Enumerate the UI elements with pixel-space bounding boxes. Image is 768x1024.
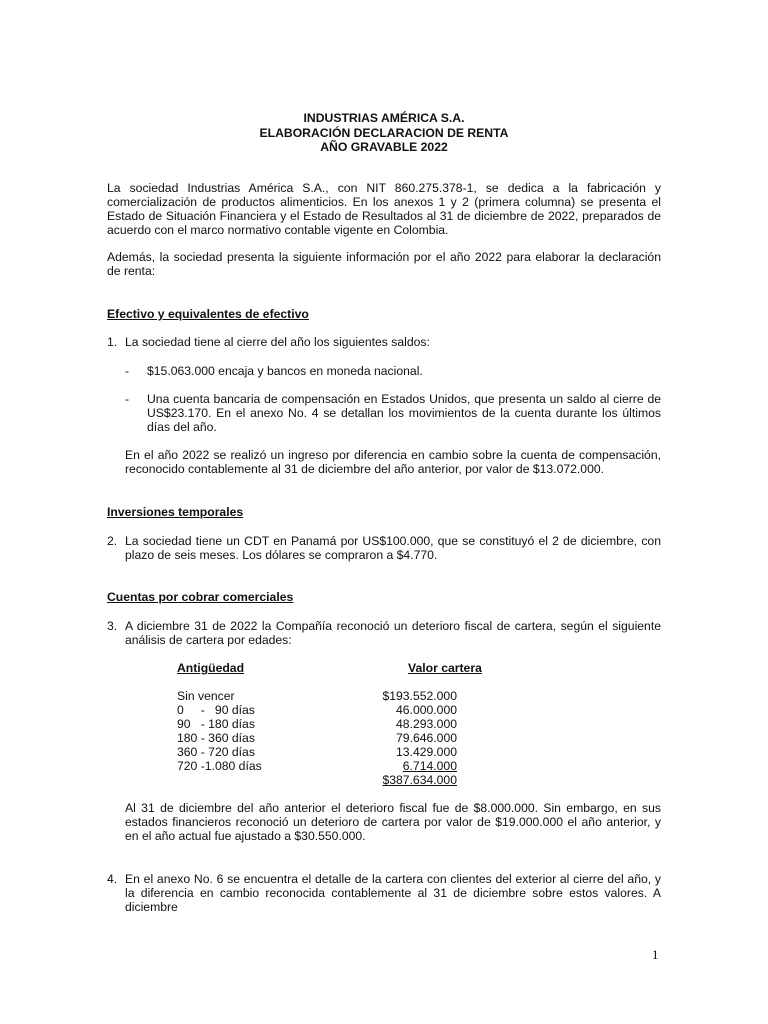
- table-cell-value: 13.429.000: [396, 745, 457, 759]
- table-cell-age: 90 - 180 días: [177, 717, 255, 731]
- intro-paragraph-1: La sociedad Industrias América S.A., con NIT 860.275.378-1, se dedica a la fabricación y comercialización de productos alimenticios. En los anexos 1 y 2 (primera columna) se presenta el Estado de Situación Financiera y el Estado de Resultados al 31 de diciembre de 2022, preparados de acuerdo con el marco normativo contable vigente en Colombia.: [107, 181, 661, 237]
- page-number: 1: [652, 947, 659, 962]
- item-text-4: En el anexo No. 6 se encuentra el detalle de la cartera con clientes del exterior al cierre del año, y la diferencia en cambio reconocida contablemente al 31 de diciembre sobre estos valores. A diciembre: [125, 872, 661, 914]
- table-cell-value: 48.293.000: [396, 717, 457, 731]
- title-company: INDUSTRIAS AMÉRICA S.A.: [303, 111, 465, 125]
- table-cell-value: 46.000.000: [396, 703, 457, 717]
- section-heading-investments: Inversiones temporales: [107, 505, 244, 519]
- table-cell-value: 79.646.000: [396, 731, 457, 745]
- section-heading-cash: Efectivo y equivalentes de efectivo: [107, 307, 309, 321]
- bullet-text-2: Una cuenta bancaria de compensación en Estados Unidos, que presenta un saldo al cierre de US$23.170. En el anexo No. 4 se detallan los movimientos de la cuenta durante los últimos días del año.: [147, 392, 661, 434]
- table-header-value: Valor cartera: [408, 661, 482, 675]
- table-row: [177, 689, 487, 703]
- intro-paragraph-2: Además, la sociedad presenta la siguiente información por el año 2022 para elaborar la declaración de renta:: [107, 250, 661, 278]
- table-total-row: [177, 773, 487, 787]
- table-row: [177, 717, 487, 731]
- receivables-note: Al 31 de diciembre del año anterior el deterioro fiscal fue de $8.000.000. Sin embargo, en sus estados financieros reconoció un deterioro de cartera por valor de $19.000.000 el año anterior, y en el año actual fue ajustado a $30.550.000.: [125, 801, 661, 843]
- table-row: [177, 703, 487, 717]
- item-number-2: 2.: [107, 534, 118, 548]
- table-cell-age: 0 - 90 días: [177, 703, 255, 717]
- section-heading-receivables: Cuentas por cobrar comerciales: [107, 590, 294, 604]
- item-text-2: La sociedad tiene un CDT en Panamá por US$100.000, que se constituyó el 2 de diciembre, con plazo de seis meses. Los dólares se compraron a $4.770.: [125, 534, 661, 562]
- bullet-dash-2: -: [125, 392, 130, 406]
- item-number-1: 1.: [107, 335, 118, 349]
- title-subject: ELABORACIÓN DECLARACION DE RENTA: [259, 125, 509, 140]
- bullet-text-1: $15.063.000 encaja y bancos en moneda nacional.: [147, 364, 423, 378]
- table-total-value: $387.634.000: [382, 773, 457, 787]
- table-row: [177, 731, 487, 745]
- table-cell-value: $193.552.000: [382, 689, 457, 703]
- item-text-3: A diciembre 31 de 2022 la Compañía reconoció un deterioro fiscal de cartera, según el siguiente análisis de cartera por edades:: [125, 619, 661, 647]
- table-cell-age: 180 - 360 días: [177, 731, 255, 745]
- item-text-1: La sociedad tiene al cierre del año los siguientes saldos:: [125, 335, 430, 349]
- table-cell-age: 360 - 720 días: [177, 745, 255, 759]
- table-header-age: Antigüedad: [177, 661, 245, 675]
- table-row: [177, 745, 487, 759]
- table-cell-age: Sin vencer: [177, 689, 235, 703]
- table-cell-value: 6.714.000: [402, 759, 457, 773]
- bullet-dash-1: -: [125, 364, 130, 378]
- cash-note: En el año 2022 se realizó un ingreso por diferencia en cambio sobre la cuenta de compensación, reconocido contablemente al 31 de diciembre del año anterior, por valor de $13.072.000.: [125, 448, 661, 476]
- document-title: [0, 111, 768, 155]
- item-number-3: 3.: [107, 619, 118, 633]
- title-year: AÑO GRAVABLE 2022: [320, 140, 448, 154]
- table-cell-age: 720 -1.080 días: [177, 759, 262, 773]
- table-row: [177, 759, 487, 773]
- item-number-4: 4.: [107, 872, 118, 886]
